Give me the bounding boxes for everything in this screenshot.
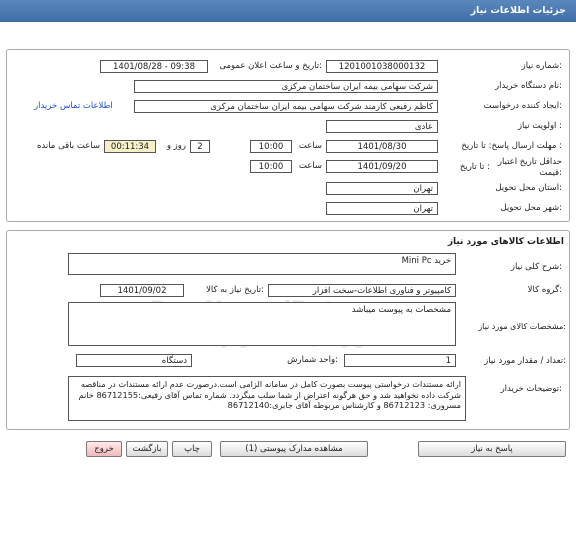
- priority-field: عادی: [326, 120, 438, 133]
- buyer-notes-field: ارائه مستندات درخواستی پیوست بصورت کامل در سامانه الزامی است.درصورت عدم ارائه مستندات در مناقصه شرکت داده نخواهید شد و حق هرگونه اعتراض از شما سلب میگردد. شماره تماس آقای رفیعی:86712155 خانم مسروری: 86712123 و کارشناس مربوطه آقای جابری:86712140: [68, 376, 466, 421]
- goods-section-title: اطلاعات کالاهای مورد نیاز: [447, 237, 564, 247]
- remaining-days-field: 2: [190, 140, 210, 153]
- announce-datetime-label: تاریخ و ساعت اعلان عمومی:: [219, 61, 322, 71]
- requester-label: ایجاد کننده درخواست:: [483, 101, 562, 111]
- validity-date-field: 1401/09/20: [326, 160, 438, 173]
- deadline-time-label: ساعت: [298, 141, 322, 151]
- priority-label: اولویت نیاز :: [517, 121, 562, 131]
- need-number-field: 1201001038000132: [326, 60, 438, 73]
- buyer-org-label: نام دستگاه خریدار:: [495, 81, 562, 91]
- validity-label-line1: حداقل تاریخ اعتبار: [497, 157, 562, 167]
- window-title-bar: [0, 0, 576, 22]
- requester-field: کاظم رفیعی کارمند شرکت سهامی بیمه ایران ساختمان مرکزی: [134, 100, 438, 113]
- need-date-field: 1401/09/02: [100, 284, 184, 297]
- specs-label: مشخصات کالای مورد نیاز:: [478, 322, 566, 331]
- announce-datetime-field: 1401/08/28 - 09:38: [100, 60, 208, 73]
- deadline-label: مهلت ارسال پاسخ: تا تاریخ :: [461, 141, 562, 151]
- need-number-label: شماره نیاز:: [521, 61, 562, 71]
- summary-label: شرح کلی نیاز:: [510, 262, 562, 272]
- validity-label-line2: قیمت:: [539, 168, 562, 178]
- remaining-time-label: ساعت باقی مانده: [36, 141, 100, 151]
- quantity-field: 1: [344, 354, 456, 367]
- remaining-time-field: 00:11:34: [104, 140, 156, 153]
- unit-field: دستگاه: [76, 354, 192, 367]
- buyer-contact-link[interactable]: اطلاعات تماس خریدار: [34, 101, 113, 111]
- buyer-notes-label: توضیحات خریدار:: [500, 384, 562, 394]
- city-label: شهر محل تحویل:: [500, 203, 562, 213]
- validity-time-label: ساعت: [298, 161, 322, 171]
- validity-time-field: 10:00: [250, 160, 292, 173]
- city-field: تهران: [326, 202, 438, 215]
- reply-button[interactable]: پاسخ به نیاز: [418, 441, 566, 457]
- need-date-label: تاریخ نیاز به کالا:: [206, 285, 264, 295]
- specs-field: مشخصات به پیوست میباشد: [68, 302, 456, 346]
- back-button[interactable]: بازگشت: [126, 441, 168, 457]
- summary-field: خرید Mini Pc: [68, 253, 456, 275]
- deadline-time-field: 10:00: [250, 140, 292, 153]
- buyer-org-field: شرکت سهامی بیمه ایران ساختمان مرکزی: [134, 80, 438, 93]
- remaining-days-label: روز و: [166, 141, 186, 151]
- exit-button[interactable]: خروج: [86, 441, 122, 457]
- province-field: تهران: [326, 182, 438, 195]
- quantity-label: تعداد / مقدار مورد نیاز:: [484, 356, 566, 366]
- deadline-date-field: 1401/08/30: [326, 140, 438, 153]
- province-label: استان محل تحویل:: [495, 183, 562, 193]
- goods-group-label: گروه کالا:: [527, 285, 562, 295]
- goods-group-field: کامپیوتر و فناوری اطلاعات-سخت افزار: [268, 284, 456, 297]
- need-details-panel: [6, 49, 570, 222]
- validity-to-date-label: تا تاریخ :: [459, 162, 490, 172]
- window-title: جزئیات اطلاعات نیاز: [470, 5, 566, 16]
- unit-label: واحد شمارش:: [287, 355, 338, 365]
- print-button[interactable]: چاپ: [172, 441, 212, 457]
- view-attachments-button[interactable]: مشاهده مدارک پیوستی (1): [220, 441, 368, 457]
